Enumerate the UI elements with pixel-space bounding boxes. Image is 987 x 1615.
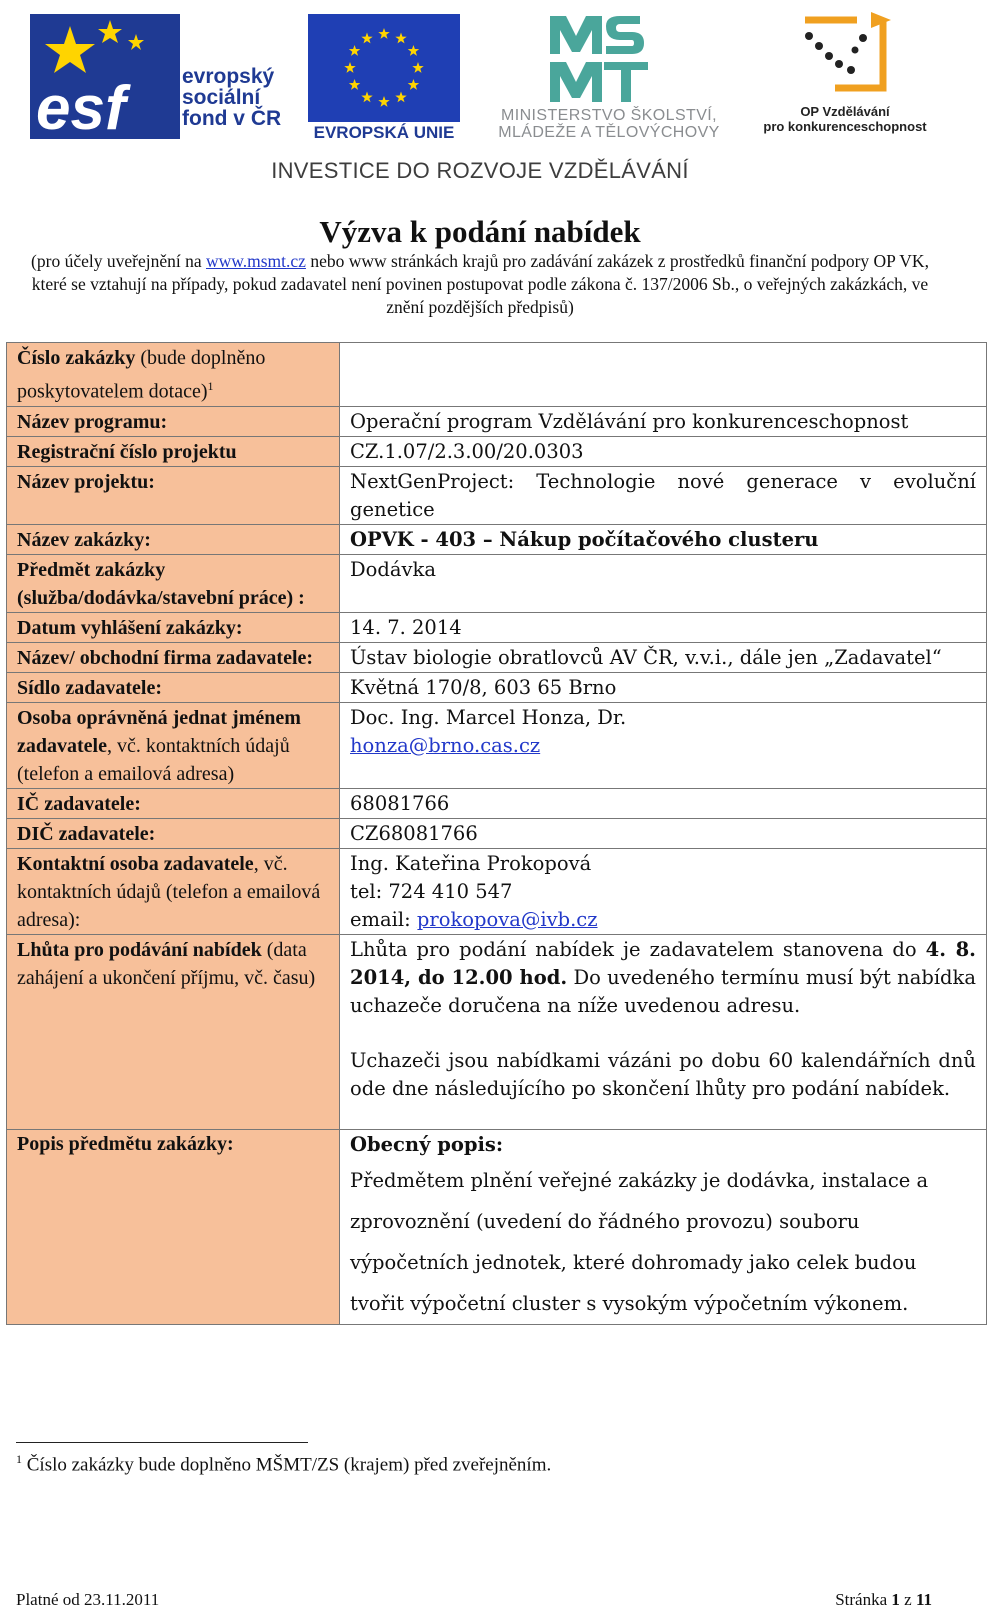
msmt-logo-text (474, 107, 744, 141)
row-label-project-name: Název projektu: (7, 466, 340, 524)
opvk-logo (755, 10, 935, 140)
email-prefix: email: (350, 907, 417, 931)
table-row (7, 554, 987, 612)
row-value-order-number (340, 343, 987, 407)
row-value-subject-description (340, 1129, 987, 1324)
label-rest: (data zahájení a ukončení příjmu, vč. času) (17, 938, 316, 989)
label-bold: Číslo zakázky (17, 347, 136, 369)
row-value-ico: 68081766 (340, 788, 987, 818)
opvk-mark-icon (795, 10, 895, 102)
msmt-line-2: MLÁDEŽE A TĚLOVÝCHOVY (498, 124, 720, 141)
label-bold: Kontaktní osoba zadavatele (17, 852, 254, 875)
table-row (7, 848, 987, 934)
footnote (16, 1452, 551, 1476)
table-row (7, 934, 987, 1129)
table-row (7, 788, 987, 818)
deadline-text-1: Lhůta pro podání nabídek je zadavatelem stanovena do (350, 937, 926, 961)
authorized-person-email-link[interactable]: honza@brno.cas.cz (350, 733, 541, 757)
authorized-person-name: Doc. Ing. Marcel Honza, Dr. (350, 705, 627, 729)
eu-logo-text: EVROPSKÁ UNIE (313, 123, 455, 142)
deadline-date: 4. 8. 2014, do 12.00 hod. (350, 937, 976, 989)
opvk-logo-text (755, 104, 935, 134)
row-value-registration-number: CZ.1.07/2.3.00/20.0303 (340, 436, 987, 466)
row-value-authority-seat: Květná 170/8, 603 65 Brno (340, 672, 987, 702)
row-value-authorized-person (340, 702, 987, 788)
row-label-dic: DIČ zadavatele: (7, 818, 340, 848)
page-of: z (899, 1590, 916, 1609)
table-row (7, 672, 987, 702)
svg-text:esf: esf (36, 74, 126, 143)
row-value-program-name: Operační program Vzdělávání pro konkurenceschopnost (340, 406, 987, 436)
row-value-dic: CZ68081766 (340, 818, 987, 848)
row-label-contract-name: Název zakázky: (7, 524, 340, 554)
deadline-text-2: Do uvedeného termínu musí být nabídka uchazeče doručena na níže uvedenou adresu. (350, 965, 976, 1017)
row-label-submission-deadline (7, 934, 340, 1129)
row-value-project-name: NextGenProject: Technologie nové generace v evoluční genetice (340, 466, 987, 524)
row-value-contract-name: OPVK - 403 – Nákup počítačového clusteru (340, 524, 987, 554)
footer-valid-from: Platné od 23.11.2011 (16, 1590, 160, 1609)
label-rest: , vč. kontaktních údajů (telefon a emailová adresa) (17, 734, 290, 785)
contact-person-name: Ing. Kateřina Prokopová (350, 851, 592, 875)
table-row (7, 436, 987, 466)
row-label-ico: IČ zadavatele: (7, 788, 340, 818)
label-rest: (bude doplněno poskytovatelem dotace) (17, 347, 266, 403)
table-row (7, 343, 987, 407)
row-label-authority-seat: Sídlo zadavatele: (7, 672, 340, 702)
row-value-contracting-authority: Ústav biologie obratlovců AV ČR, v.v.i., dále jen „Zadavatel“ (340, 642, 987, 672)
opvk-line-2: pro konkurenceschopnost (763, 119, 927, 134)
footnote-divider (16, 1442, 308, 1443)
tender-info-table (6, 342, 987, 1325)
table-row (7, 406, 987, 436)
page-title: Výzva k podání nabídek (319, 214, 641, 249)
esf-mark-icon (30, 14, 180, 143)
label-bold: Lhůta pro podávání nabídek (17, 938, 262, 961)
description-heading: Obecný popis: (350, 1132, 504, 1156)
deadline-paragraph-2: Uchazeči jsou nabídkami vázáni po dobu 60 kalendářních dnů ode dne následujícího po skončení lhůty pro podání nabídek. (350, 1048, 976, 1100)
footnote-text: Číslo zakázky bude doplněno MŠMT/ZS (krajem) před zveřejněním. (22, 1454, 552, 1476)
msmt-link[interactable]: www.msmt.cz (205, 251, 306, 271)
row-label-contact-person (7, 848, 340, 934)
contact-person-email-link[interactable]: prokopova@ivb.cz (416, 907, 598, 931)
investice-banner: INVESTICE DO ROZVOJE VZDĚLÁVÁNÍ (271, 158, 689, 183)
row-label-contracting-authority: Název/ obchodní firma zadavatele: (7, 642, 340, 672)
esf-logo-text: evropský sociální fond v ČR (182, 65, 282, 130)
footnote-mark: 1 (16, 1452, 22, 1466)
table-row (7, 612, 987, 642)
page-total: 11 (915, 1590, 932, 1609)
row-label-subject-description: Popis předmětu zakázky: (7, 1129, 340, 1324)
row-label-registration-number: Registrační číslo projektu (7, 436, 340, 466)
esf-logo (30, 14, 295, 143)
table-row (7, 524, 987, 554)
page-subtitle (20, 250, 940, 319)
msmt-mark-icon (544, 10, 654, 106)
page-current: 1 (891, 1590, 900, 1609)
subtitle-text-1: (pro účely uveřejnění na (31, 251, 206, 271)
row-label-authorized-person (7, 702, 340, 788)
eu-flag-icon (308, 14, 460, 122)
logo-strip (0, 0, 960, 200)
table-row (7, 1129, 987, 1324)
table-row (7, 818, 987, 848)
row-label-announcement-date: Datum vyhlášení zakázky: (7, 612, 340, 642)
label-rest: , vč. kontaktních údajů (telefon a emailová adresa): (17, 852, 321, 931)
table-row (7, 642, 987, 672)
row-value-contract-subject: Dodávka (340, 554, 987, 612)
description-text: Předmětem plnění veřejné zakázky je dodávka, instalace a zprovoznění (uvedení do řádného provozu) souboru výpočetních jednotek, které dohromady jako celek budou tvořit výpočetní cluster s vysokým výpočetním výkonem. (350, 1168, 929, 1315)
row-value-submission-deadline (340, 934, 987, 1129)
table-row (7, 702, 987, 788)
footer-page-number (835, 1590, 932, 1610)
page-label: Stránka (835, 1590, 892, 1609)
opvk-line-1: OP Vzdělávání (800, 104, 890, 119)
contact-person-email (350, 906, 976, 934)
deadline-paragraph-1 (350, 936, 976, 1020)
row-label-order-number (7, 343, 340, 407)
subtitle-text-2: nebo www stránkách krajů pro zadávání zakázek z prostředků finanční podpory OP VK, které se vztahují na případy, pokud zadavatel není povinen postupovat podle zákona č. 137/2006 Sb., o veřejných zakázkách, ve znění pozdějších předpisů) (31, 251, 929, 317)
eu-logo (308, 14, 460, 142)
row-value-contact-person (340, 848, 987, 934)
footnote-mark: 1 (207, 379, 214, 393)
msmt-logo (474, 10, 744, 140)
contact-person-phone: tel: 724 410 547 (350, 879, 513, 903)
row-label-program-name: Název programu: (7, 406, 340, 436)
label-bold: Osoba oprávněná jednat jménem zadavatele (17, 706, 301, 757)
table-row (7, 466, 987, 524)
row-label-contract-subject: Předmět zakázky (služba/dodávka/stavební práce) : (7, 554, 340, 612)
row-value-announcement-date: 14. 7. 2014 (340, 612, 987, 642)
msmt-line-1: MINISTERSTVO ŠKOLSTVÍ, (501, 107, 717, 124)
